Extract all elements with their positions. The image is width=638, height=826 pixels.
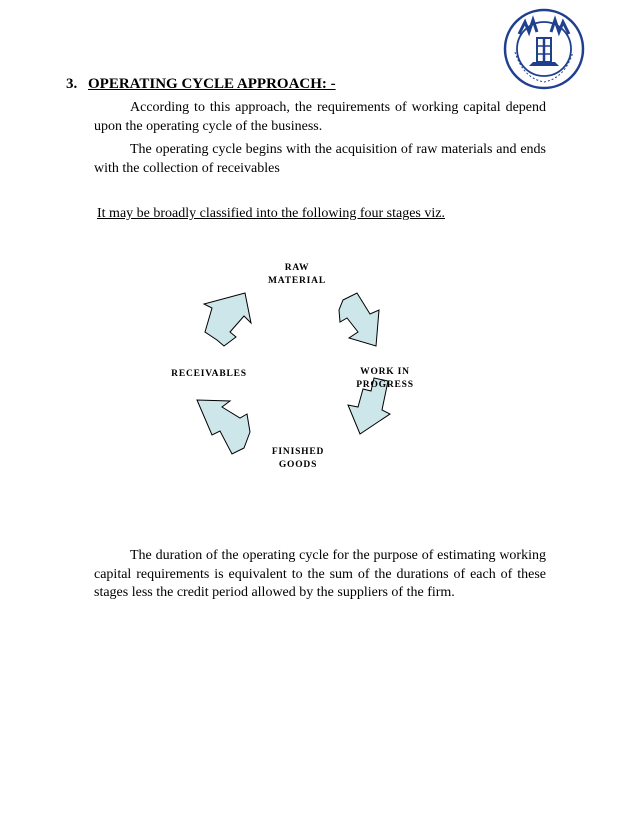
stages-intro: It may be broadly classified into the following four stages viz. — [97, 206, 445, 221]
section-number: 3. — [66, 76, 78, 92]
stage-finished-goods: FINISHED GOODS — [271, 447, 325, 470]
stage-raw-material: RAW MATERIAL — [268, 263, 326, 286]
operating-cycle-diagram — [150, 250, 450, 490]
cycle-arrow-raw-to-wip — [339, 293, 379, 346]
paragraph-cycle-definition: The operating cycle begins with the acquisition of raw materials and ends with the collection of receivables — [94, 142, 546, 176]
cycle-arrow-finished-to-receivables — [197, 400, 250, 454]
stage-work-in-progress: WORK IN PROGRESS — [356, 367, 414, 390]
bank-logo-seal — [503, 8, 585, 90]
section-title: OPERATING CYCLE APPROACH: - — [88, 76, 336, 92]
stage-receivables: RECEIVABLES — [171, 369, 247, 379]
section-heading — [66, 76, 336, 93]
cycle-arrow-receivables-to-raw — [204, 293, 251, 346]
paragraph-duration: The duration of the operating cycle for the purpose of estimating working capital requirements is equivalent to the sum of the durations of each of these stages less the credit period allowed by the suppliers of the firm. — [94, 548, 546, 601]
paragraph-approach: According to this approach, the requirements of working capital depend upon the operating cycle of the business. — [94, 100, 546, 134]
